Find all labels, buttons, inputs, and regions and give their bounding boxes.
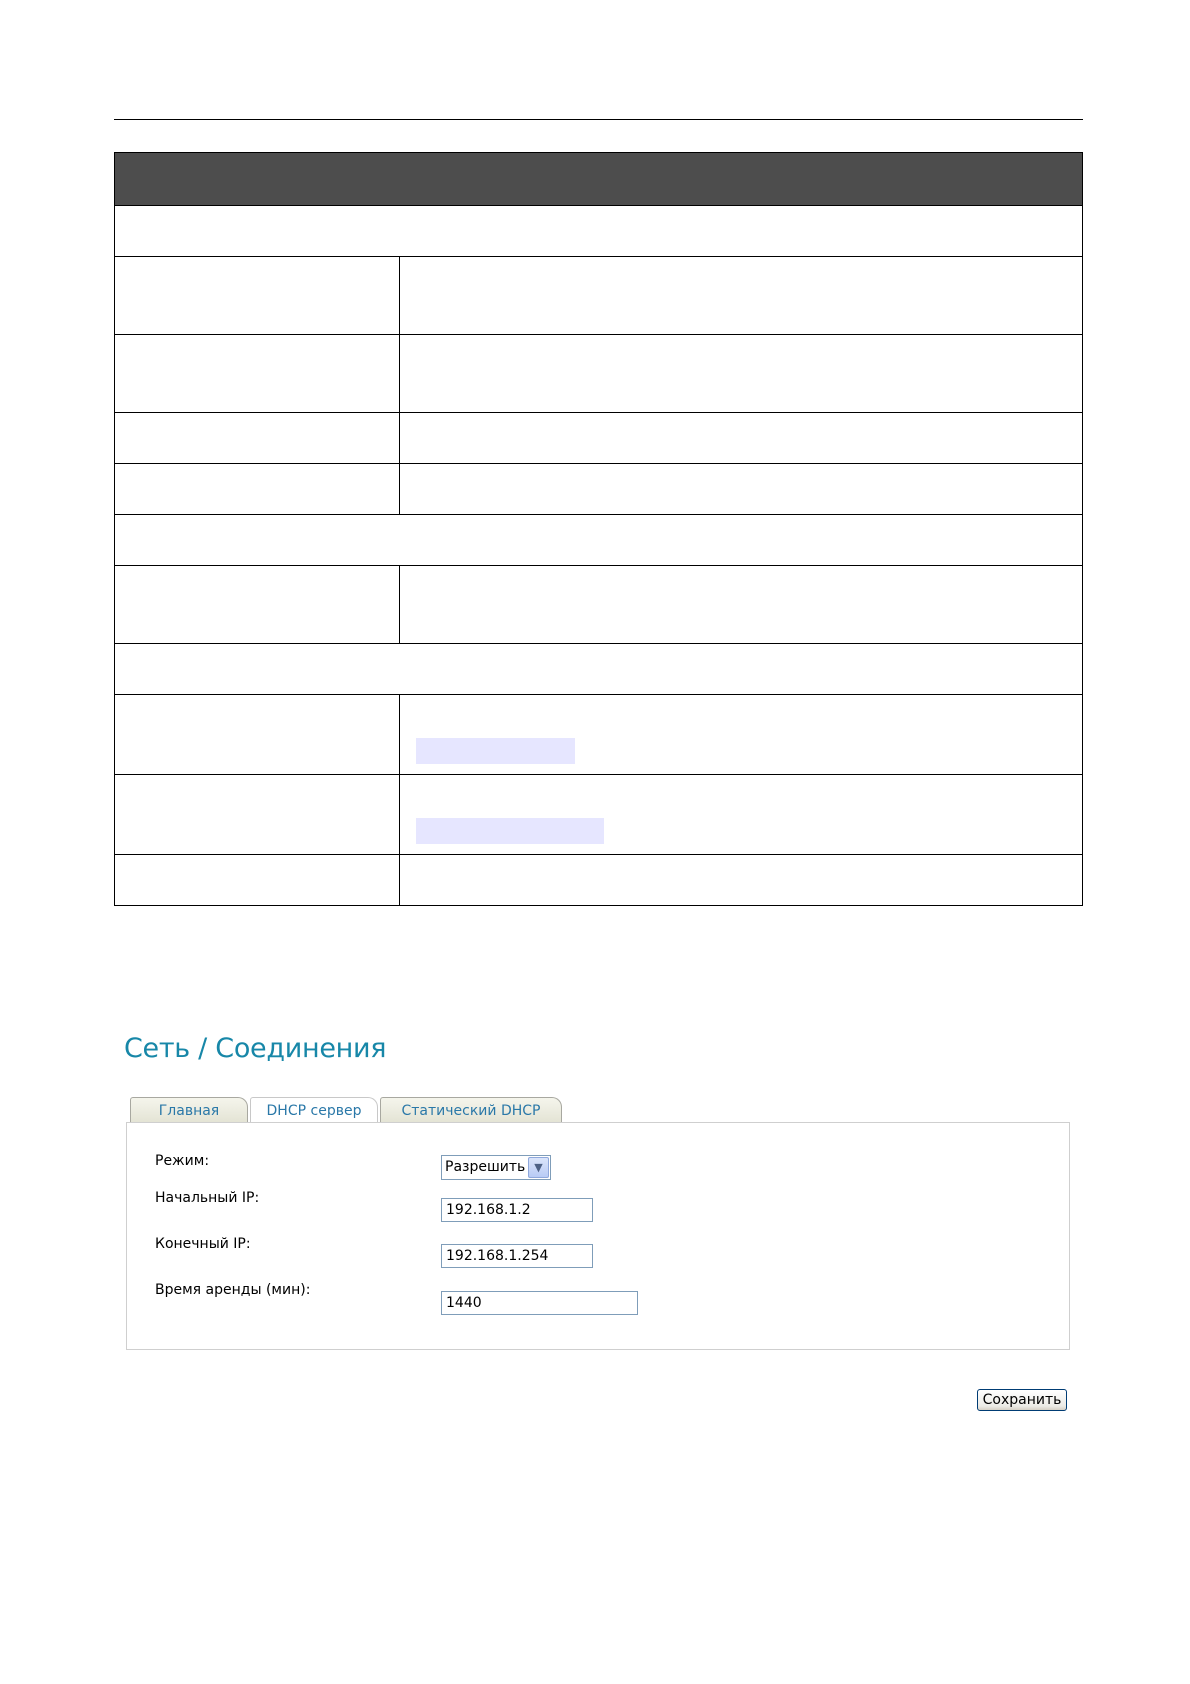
section-cell <box>115 206 1083 257</box>
table-row <box>115 257 1083 335</box>
table-cell-description <box>400 257 1083 335</box>
table-row <box>115 335 1083 413</box>
table-row <box>115 566 1083 644</box>
parameter-table <box>114 152 1083 906</box>
table-cell-description <box>400 775 1083 855</box>
lease-time-input[interactable]: 1440 <box>441 1291 638 1315</box>
chevron-down-icon[interactable]: ▼ <box>528 1157 549 1178</box>
table-row <box>115 775 1083 855</box>
save-button[interactable]: Сохранить <box>977 1389 1067 1411</box>
tab-bar <box>126 1097 686 1123</box>
lease-time-label: Время аренды (мин): <box>155 1282 311 1298</box>
table-header-row <box>115 153 1083 206</box>
table-cell-label <box>115 695 400 775</box>
table-cell-description <box>400 695 1083 775</box>
header-rule <box>114 119 1083 120</box>
table-cell-label <box>115 566 400 644</box>
table-cell-description <box>400 335 1083 413</box>
highlight-block <box>416 818 604 844</box>
table-cell-description <box>400 413 1083 464</box>
table-row <box>115 464 1083 515</box>
section-cell <box>115 644 1083 695</box>
table-cell-label <box>115 855 400 906</box>
highlight-block <box>416 738 575 764</box>
mode-label: Режим: <box>155 1153 210 1169</box>
tab-dhcp-server[interactable]: DHCP сервер <box>250 1097 378 1124</box>
end-ip-input[interactable]: 192.168.1.254 <box>441 1244 593 1268</box>
end-ip-label: Конечный IP: <box>155 1236 251 1252</box>
mode-select[interactable] <box>441 1155 551 1180</box>
section-row <box>115 206 1083 257</box>
table-row <box>115 413 1083 464</box>
start-ip-label: Начальный IP: <box>155 1190 260 1206</box>
table-row <box>115 695 1083 775</box>
tab-static-dhcp[interactable]: Статический DHCP <box>380 1097 562 1123</box>
table-cell-description <box>400 464 1083 515</box>
table-cell-label <box>115 257 400 335</box>
mode-select-value: Разрешить <box>445 1159 526 1175</box>
settings-panel <box>126 1122 1070 1350</box>
table-cell-label <box>115 413 400 464</box>
start-ip-input[interactable]: 192.168.1.2 <box>441 1198 593 1222</box>
section-row <box>115 644 1083 695</box>
table-header-cell <box>115 153 1083 206</box>
table-row <box>115 855 1083 906</box>
table-cell-description <box>400 855 1083 906</box>
tab-main[interactable]: Главная <box>130 1097 248 1123</box>
table-cell-label <box>115 335 400 413</box>
section-row <box>115 515 1083 566</box>
table-cell-description <box>400 566 1083 644</box>
table-cell-label <box>115 464 400 515</box>
table-cell-label <box>115 775 400 855</box>
section-cell <box>115 515 1083 566</box>
page-title: Сеть / Соединения <box>124 1033 387 1064</box>
